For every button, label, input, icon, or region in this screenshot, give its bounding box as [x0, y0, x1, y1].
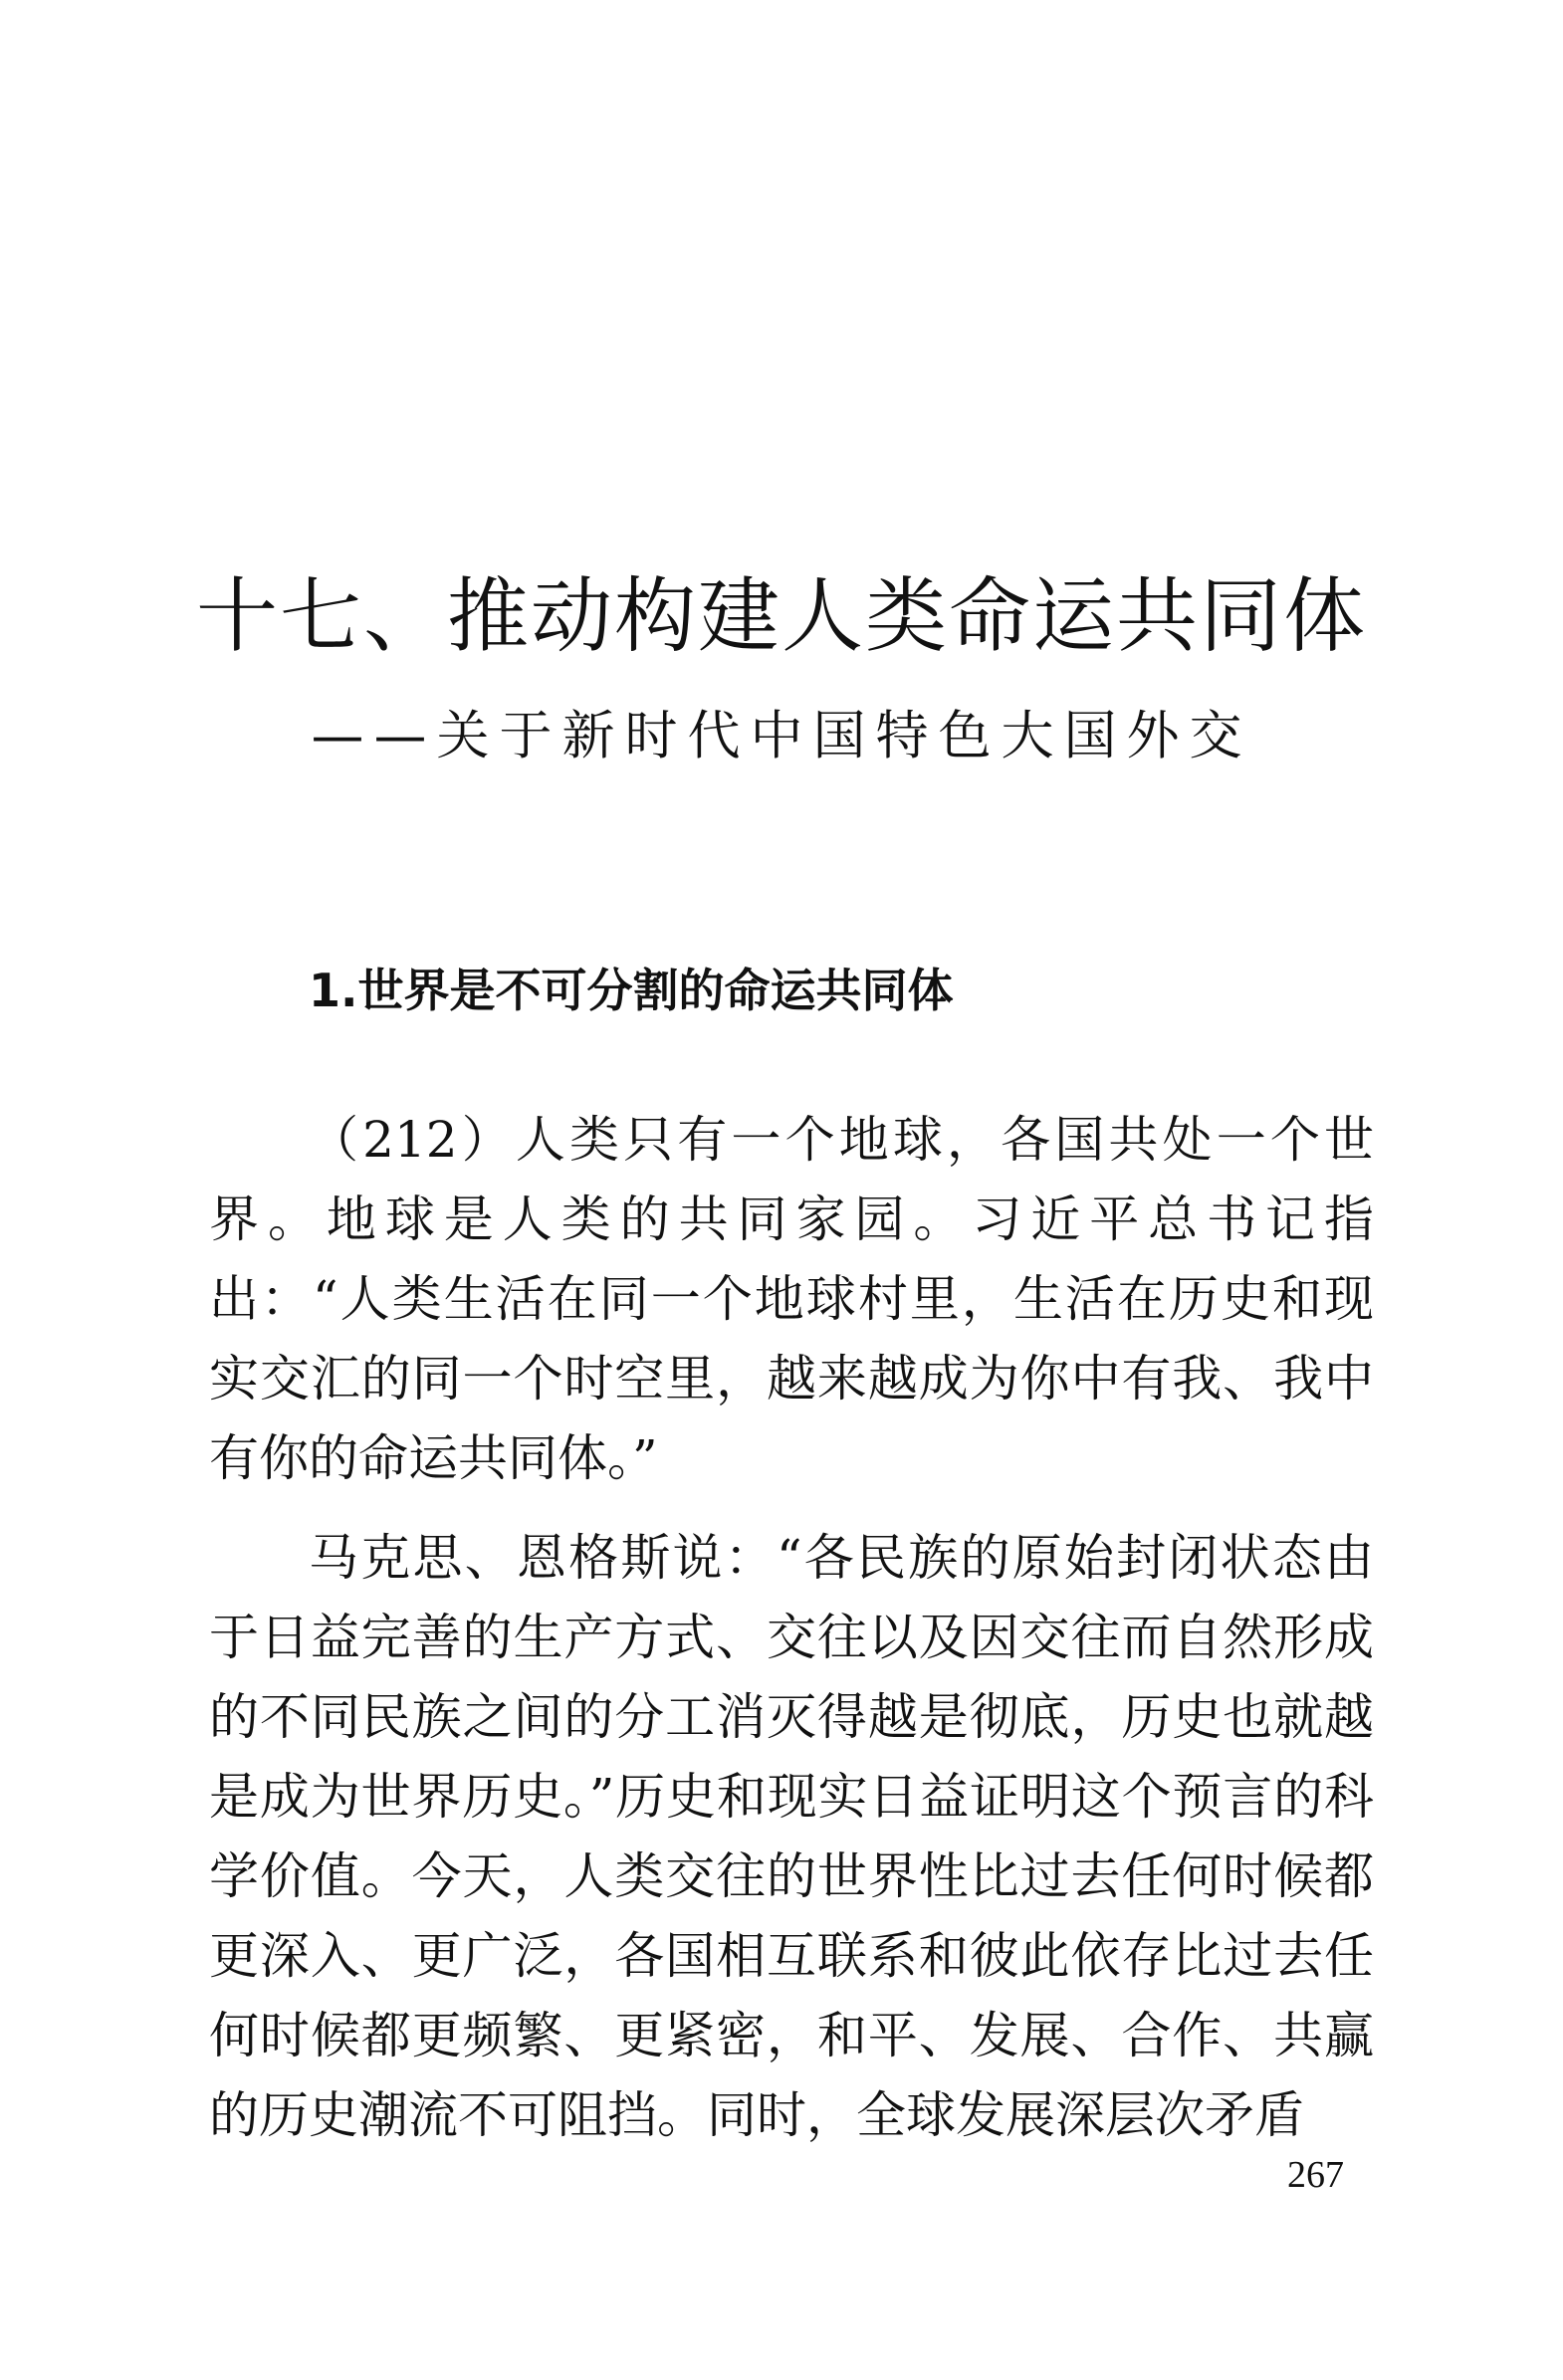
- paragraph-marx-engels: 马克思、恩格斯说：“各民族的原始封闭状态由于日益完善的生产方式、交往以及因交往而自然形成的不同民族之间的分工消灭得越是彻底，历史也就越是成为世界历史。”历史和现实日益证明这个预言的科学价值。今天，人类交往的世界性比过去任何时候都更深入、更广泛，各国相互联系和彼此依存比过去任何时候都更频繁、更紧密，和平、发展、合作、共赢的历史潮流不可阻挡。同时，全球发展深层次矛盾: [209, 1529, 1374, 2144]
- chapter-title: 十七、推动构建人类命运共同体: [195, 569, 1367, 664]
- section-heading: 1.世界是不可分割的命运共同体: [309, 964, 954, 1017]
- chapter-subtitle: ——关于新时代中国特色大国外交: [311, 706, 1252, 766]
- paragraph-212: （212）人类只有一个地球，各国共处一个世界。地球是人类的共同家园。习近平总书记指出：“人类生活在同一个地球村里，生活在历史和现实交汇的同一个时空里，越来越成为你中有我、我中有你的命运共同体。”: [209, 1111, 1374, 1487]
- page-number: 267: [1287, 2154, 1344, 2196]
- body-text: [209, 1100, 1374, 2175]
